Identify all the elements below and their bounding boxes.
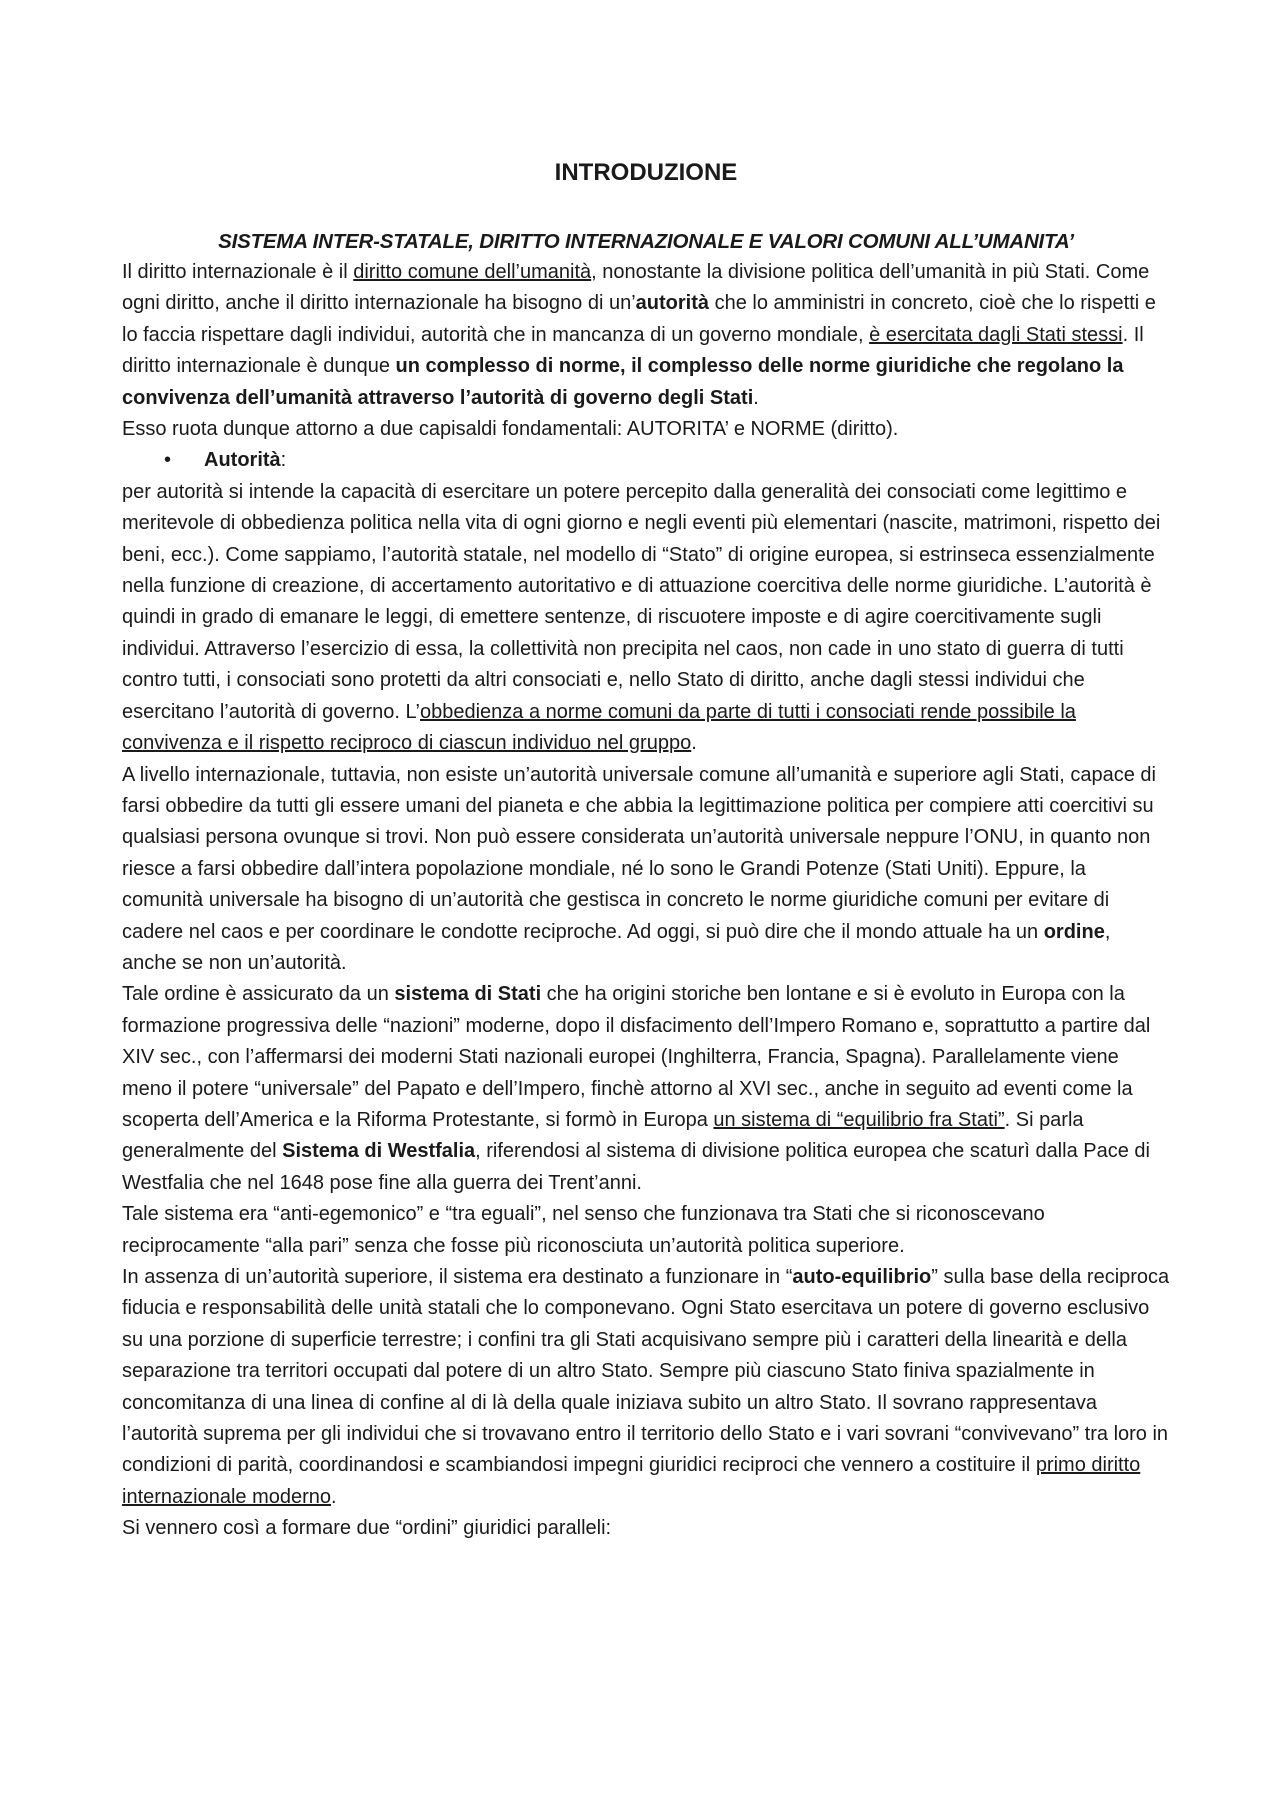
paragraph (122, 760, 1170, 980)
text-run: che lo amministri in concreto, cioè che lo rispetti e lo faccia rispettare dagli individui, autorità che in mancanza di un governo mondiale, (122, 292, 1156, 346)
paragraph (122, 1262, 1170, 1513)
text-run: . (753, 386, 759, 409)
text-run: . (331, 1485, 337, 1508)
page-title: INTRODUZIONE (554, 159, 738, 186)
text-run: Tale ordine è assicurato da un (122, 983, 395, 1006)
bold-text: autorità (635, 292, 710, 315)
text-run: che ha origini storiche ben lontane e si è evoluto in Europa con la formazione progressiva delle “nazioni” moderne, dopo il disfacimento dell’Impero Romano e, soprattutto a partire dal XIV sec., con l’affermarsi dei moderni Stati nazionali europei (Inghilterra, Francia, Spagna). Parallelamente viene meno il potere “universale” del Papato e dell’Impero, finchè attorno al XVI sec., anche in seguito ad eventi come la scoperta dell’America e la Riforma Protestante, si formò in Europa (122, 983, 1151, 1131)
text-run: Il diritto internazionale è il (122, 261, 354, 283)
underlined-text: è esercitata dagli Stati stessi (869, 323, 1123, 346)
text-run: per autorità si intende la capacità di esercitare un potere percepito dalla generalità dei consociati come legittimo e meritevole di obbedienza politica nella vita di ogni giorno e negli eventi più elementari (nascite, matrimoni, rispetto dei beni, ecc.). Come sappiamo, l’autorità statale, nel modello di “Stato” di origine europea, si estrinseca essenzialmente nella funzione di creazione, di accertamento autoritativo e di attuazione coercitiva delle norme giuridiche. L’autorità è quindi in grado di emanare le leggi, di emettere sentenze, di riscuotere imposte e di agire coercitivamente sugli individui. Attraverso l’esercizio di essa, la collettività non precipita nel caos, non cade in uno stato di guerra di tutti contro tutti, i consociati sono protetti da altri consociati e, nello Stato di diritto, anche dagli stessi individui che esercitano l’autorità di governo. L’ (122, 480, 1161, 723)
bold-text: ordine (1043, 920, 1105, 943)
paragraph (122, 979, 1170, 1199)
text-run: In assenza di un’autorità superiore, il sistema era destinato a funzionare in “ (122, 1266, 793, 1288)
bold-text: un complesso di norme, il complesso delle norme giuridiche che regolano la convivenza dell’umanità attraverso l’autorità di governo degli Stati (122, 355, 1124, 409)
text-run: A livello internazionale, tuttavia, non esiste un’autorità universale comune all’umanità e superiore agli Stati, capace di farsi obbedire da tutti gli essere umani del pianeta e che abbia la legittimazione politica per compiere atti coercitivi su qualsiasi persona ovunque si trovi. Non può essere considerata un’autorità universale neppure l’ONU, in quanto non riesce a farsi obbedire dall’intera popolazione mondiale, né lo sono le Grandi Potenze (Stati Uniti). Eppure, la comunità universale ha bisogno di un’autorità che gestisca in concreto le norme giuridiche comuni per evitare di cadere nel caos e per coordinare le condotte reciproche. Ad oggi, si può dire che il mondo attuale ha un (122, 763, 1156, 943)
underlined-text: diritto comune dell’umanità (353, 261, 592, 283)
text-run: Si vennero così a formare due “ordini” giuridici paralleli: (122, 1517, 612, 1540)
document-page (122, 158, 1170, 1545)
paragraph (122, 477, 1170, 760)
text-run: , riferendosi al sistema di divisione politica europea che scaturì dalla Pace di Westfalia che nel 1648 pose fine alla guerra dei Trent’anni. (122, 1140, 1150, 1194)
bold-text: auto-equilibrio (792, 1266, 932, 1288)
paragraph (122, 414, 1170, 445)
text-run: Tale sistema era “anti-egemonico” e “tra eguali”, nel senso che funzionava tra Stati che si riconoscevano reciprocamente “alla pari” senza che fosse più riconosciuta un’autorità politica superiore. (122, 1203, 1045, 1257)
text-run: . (691, 732, 697, 755)
section-subtitle: SISTEMA INTER-STATALE, DIRITTO INTERNAZIONALE E VALORI COMUNI ALL’UMANITA’ (218, 230, 1074, 253)
text-run: , anche se non un’autorità. (122, 920, 1111, 974)
bullet-label: Autorità (204, 449, 281, 472)
body-text (122, 257, 1170, 1545)
bullet-suffix: : (280, 449, 287, 472)
text-run: ” sulla base della reciproca fiducia e responsabilità delle unità statali che lo componevano. Ogni Stato esercitava un potere di governo esclusivo su una porzione di superficie terrestre; i confini tra gli Stati acquisivano sempre più i caratteri della linearità e della separazione tra territori occupati dal potere di un altro Stato. Sempre più ciascuno Stato finiva spazialmente in concomitanza di una linea di confine al di là della quale iniziava subito un altro Stato. Il sovrano rappresentava l’autorità suprema per gli individui che si trovavano entro il territorio dello Stato e i vari sovrani “convivevano” tra loro in condizioni di parità, coordinandosi e scambiandosi impegni giuridici reciproci che vennero a costituire il (122, 1266, 1170, 1477)
paragraph (122, 1199, 1170, 1262)
paragraph (122, 257, 1170, 414)
text-run: Esso ruota dunque attorno a due capisaldi fondamentali: AUTORITA’ e NORME (diritto). (122, 418, 899, 441)
underlined-text: obbedienza a norme comuni da parte di tutti i consociati rende possibile la convivenza e il rispetto reciproco di ciascun individuo nel gruppo (122, 700, 1076, 755)
underlined-text: un sistema di “equilibrio fra Stati” (713, 1108, 1005, 1131)
bold-text: sistema di Stati (394, 983, 542, 1006)
bold-text: Sistema di Westfalia (282, 1140, 476, 1163)
text-run: . Il diritto internazionale è dunque (122, 323, 1144, 378)
paragraph (122, 1513, 1170, 1544)
text-run: , nonostante la divisione politica dell’umanità in più Stati. Come ogni diritto, anche il diritto internazionale ha bisogno di un’ (122, 261, 1150, 315)
text-run: . Si parla generalmente del (122, 1108, 1084, 1163)
bullet-dot-icon: • (164, 449, 172, 472)
underlined-text: primo diritto internazionale moderno (122, 1454, 1141, 1508)
bullet-item (122, 445, 1170, 476)
